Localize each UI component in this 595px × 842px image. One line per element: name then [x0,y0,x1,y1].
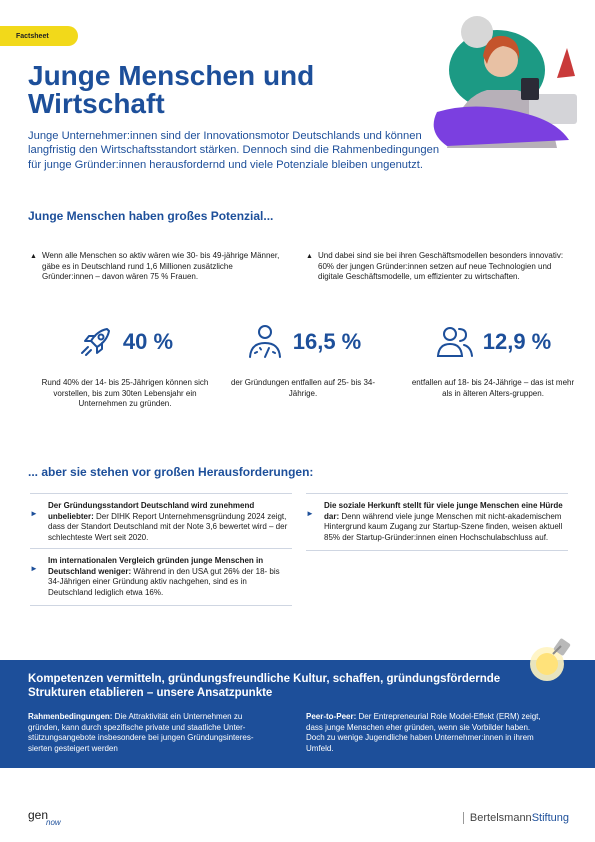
arrow-right-icon: ► [30,564,38,573]
card-text [324,501,568,543]
lightbulb-icon [523,632,579,688]
band-lead: Rahmenbedingungen: [28,712,113,721]
card-body: Denn während viele junge Menschen mit nicht-akademischem Hintergrund kaum Zugang zur Startup-Szene finden, weisen aktuell 85% der Startup-Gründer:innen einen Hochschulabschluss auf. [324,511,563,542]
logo-bertelsmann-text: Bertelsmann [469,812,532,824]
approach-band [0,660,595,768]
factsheet-tag: Factsheet [0,26,78,46]
stat-value: 40 % [122,329,174,354]
band-text: Der Entrepreneurial Role Model-Effekt (ERM) zeigt, dass junge Menschen eher gründen, wenn sie Vorbilder haben. Doch zu wenige Jugendliche haben Unternehmer:innen in ihrem Umfeld. [306,712,541,753]
bullet-text: Wenn alle Menschen so aktiv wären wie 30- bis 49-jährige Männer, gäbe es in Deutschland rund 1,6 Millionen zusätzliche Gründer:innen – davon wären 75 % Frauen. [42,251,280,281]
logo-stiftung-text: Stiftung [531,812,569,824]
triangle-icon: ▲ [306,253,313,260]
challenge-card [30,548,292,606]
stat-description: der Gründungen entfallen auf 25- bis 34-Jährige. [230,378,376,398]
card-lead: Im internationalen Vergleich gründen junge Menschen in Deutschland weniger: [48,556,264,576]
logo-gen-text: gen [28,808,49,822]
challenge-card [30,493,292,543]
page-title: Junge Menschen und Wirtschaft [28,60,315,119]
stat-value: 12,9 % [482,329,552,354]
intro-text: Junge Unternehmer:innen sind der Innovationsmotor Deutschlands und können langfristig den Wirtschaftsstandort stärken. Dennoch sind die Rahmenbedingungen für junge Gründer:innen herausfordernd und viele Potenziale bleiben ungenutzt. [28,130,440,171]
people-icon [435,323,475,361]
potential-bullet [30,251,285,283]
section-potential-heading: Junge Menschen haben großes Potenzial... [28,209,274,223]
card-body: Während in den USA gut 26% der 18- bis 34-Jährigen einer Gründung aktiv nachgehen, sind es in Deutschland lediglich etwa 16%. [48,566,280,597]
bullet-text: Und dabei sind sie bei ihren Geschäftsmodellen besonders innovativ: 60% der jungen Gründer:innen setzen auf neue Technologien und digitale Geschäftsmodelle, um effizienter zu wirtschaften. [318,251,564,281]
section-challenges-heading: ... aber sie stehen vor großen Herausforderungen: [28,465,314,479]
arrow-right-icon: ► [30,509,38,518]
card-text [48,556,292,598]
triangle-icon: ▲ [30,253,37,260]
arrow-right-icon: ► [306,509,314,518]
logo-now-text: now [46,818,61,827]
band-column [28,712,273,754]
band-column [306,712,551,754]
stat-description: entfallen auf 18- bis 24-Jährige – das ist mehr als in älteren Alters-gruppen. [411,378,575,398]
card-lead: Die soziale Herkunft stellt für viele junge Menschen eine Hürde dar: [324,501,563,521]
band-lead: Peer-to-Peer: [306,712,357,721]
stat-block [218,320,388,399]
person-gauge-icon [245,323,285,361]
stat-block [408,320,578,399]
stat-description: Rund 40% der 14- bis 25-Jährigen können sich vorstellen, bis zum 30ten Lebensjahr ein Unternehmen zu gründen. [41,378,209,408]
stat-value: 16,5 % [292,329,362,354]
challenge-card [306,493,568,551]
bertelsmann-logo [463,812,569,824]
rocket-icon [77,323,115,361]
stat-block [40,320,210,410]
potential-bullet [306,251,566,283]
band-title: Kompetenzen vermitteln, gründungsfreundliche Kultur, schaffen, gründungsfördernde Strukturen etablieren – unsere Ansatzpunkte [28,673,501,699]
card-text [48,501,292,543]
card-lead: Der Gründungsstandort Deutschland wird zunehmend unbeliebter: [48,501,255,521]
card-body: Der DIHK Report Unternehmensgründung 2024 zeigt, dass der Standort Deutschland mit der Note 3,6 bewertet wird – der schlechteste Wert seit 2020. [48,511,288,542]
gennow-logo [28,808,63,827]
band-text: Die Attraktivität ein Unternehmen zu gründen, kann durch spezifische private und staatliche Unter-stützungsangebote insbesondere bei jungen Gründungsinteres-sierten gesteigert werden [28,712,254,753]
